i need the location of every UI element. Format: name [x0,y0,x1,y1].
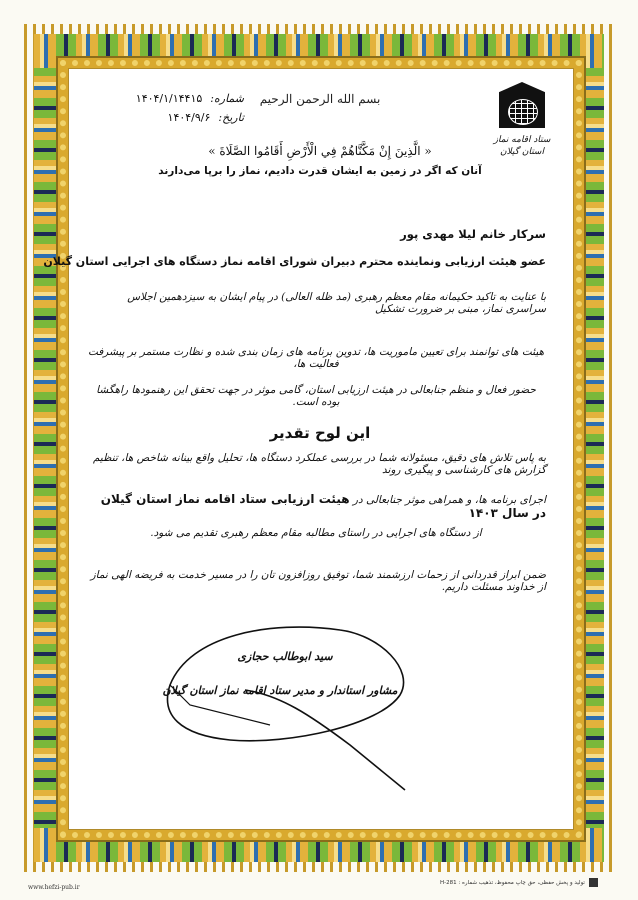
body-paragraph-2: هیئت های توانمند برای تعیین ماموریت ها، تدوین برنامه های زمان بندی شده و نظارت مستمر بر پیشرفت فعالیت ها، [87,346,545,370]
recipient-name: سرکار خانم لیلا مهدی پور [400,227,546,241]
p5-italic-part: اجرای برنامه ها، و همراهی موثر جنابعالی در [352,494,546,506]
publisher-website: www.hefzi-pub.ir [28,884,80,891]
body-paragraph-5 [86,492,546,520]
publisher-note-text: تولید و پخش حفظی، حق چاپ محفوظ، تذهیب شماره : H-281 [440,879,585,886]
letter-meta [84,92,244,130]
number-row [84,92,244,105]
number-label: شماره: [210,92,244,105]
organization-logo [490,82,554,182]
publisher-note [440,878,598,887]
globe-icon [508,99,538,125]
body-paragraph-4: به پاس تلاش های دقیق، مسئولانه شما در بررسی عملکرد دستگاه ها، تحلیل واقع بینانه شاخص ها، تنظیم گزارش های کارشناسی و پیگیری روند [92,452,546,476]
number-value: ۱۴۰۴/۱/۱۴۴۱۵ [135,92,203,105]
quran-verse: « الَّذِينَ إِنْ مَكَّنَّاهُمْ فِي الْأَرْضِ أَقَامُوا الصَّلَاةَ » [208,144,432,158]
logo-org-name [490,134,554,158]
date-value: ۱۴۰۴/۹/۶ [167,111,211,124]
verse-translation: آنان که اگر در زمین به ایشان قدرت دادیم، نماز را برپا می‌دارند [158,165,482,177]
kaaba-globe-icon [499,82,545,128]
signatory-title: مشاور استاندار و مدیر ستاد اقامه نماز استان گیلان [162,684,398,697]
logo-line-2: استان گیلان [500,147,544,157]
logo-line-1: ستاد اقامه نماز [493,135,551,145]
certificate-heading: این لوح تقدیر [269,424,371,442]
body-paragraph-1: با عنایت به تاکید حکیمانه مقام معظم رهبری (مد ظله العالی) در پیام ایشان به سیزدهمین اجلاس سراسری نماز، مبنی بر ضرورت تشکیل [127,291,546,315]
body-paragraph-3: حضور فعال و منظم جنابعالی در هیئت ارزیابی استان، گامی موثر در جهت تحقق این رهنمودها راهگشا بوده است. [96,384,536,408]
signatory-name: سید ابوطالب حجازی [237,650,333,663]
date-row [84,111,244,124]
recipient-role: عضو هیئت ارزیابی ونماینده محترم دبیران شورای اقامه نماز دستگاه های اجرایی استان گیلان [43,255,546,268]
date-label: تاریخ: [218,111,244,124]
p5-bold-part: هیئت ارزیابی ستاد اقامه نماز استان گیلان در سال ۱۴۰۳ [100,492,546,520]
publisher-logo-icon [589,878,598,887]
body-paragraph-7: ضمن ابراز قدردانی از زحمات ارزشمند شما، توفیق روزافزون تان را در مسیر خدمت به فریضه الهی نماز از خداوند مسئلت داریم. [90,569,546,593]
bismillah-header: بسم الله الرحمن الرحیم [259,92,381,106]
body-paragraph-6: از دستگاه های اجرایی در راستای مطالبه مقام معظم رهبری تقدیم می شود. [150,527,482,539]
